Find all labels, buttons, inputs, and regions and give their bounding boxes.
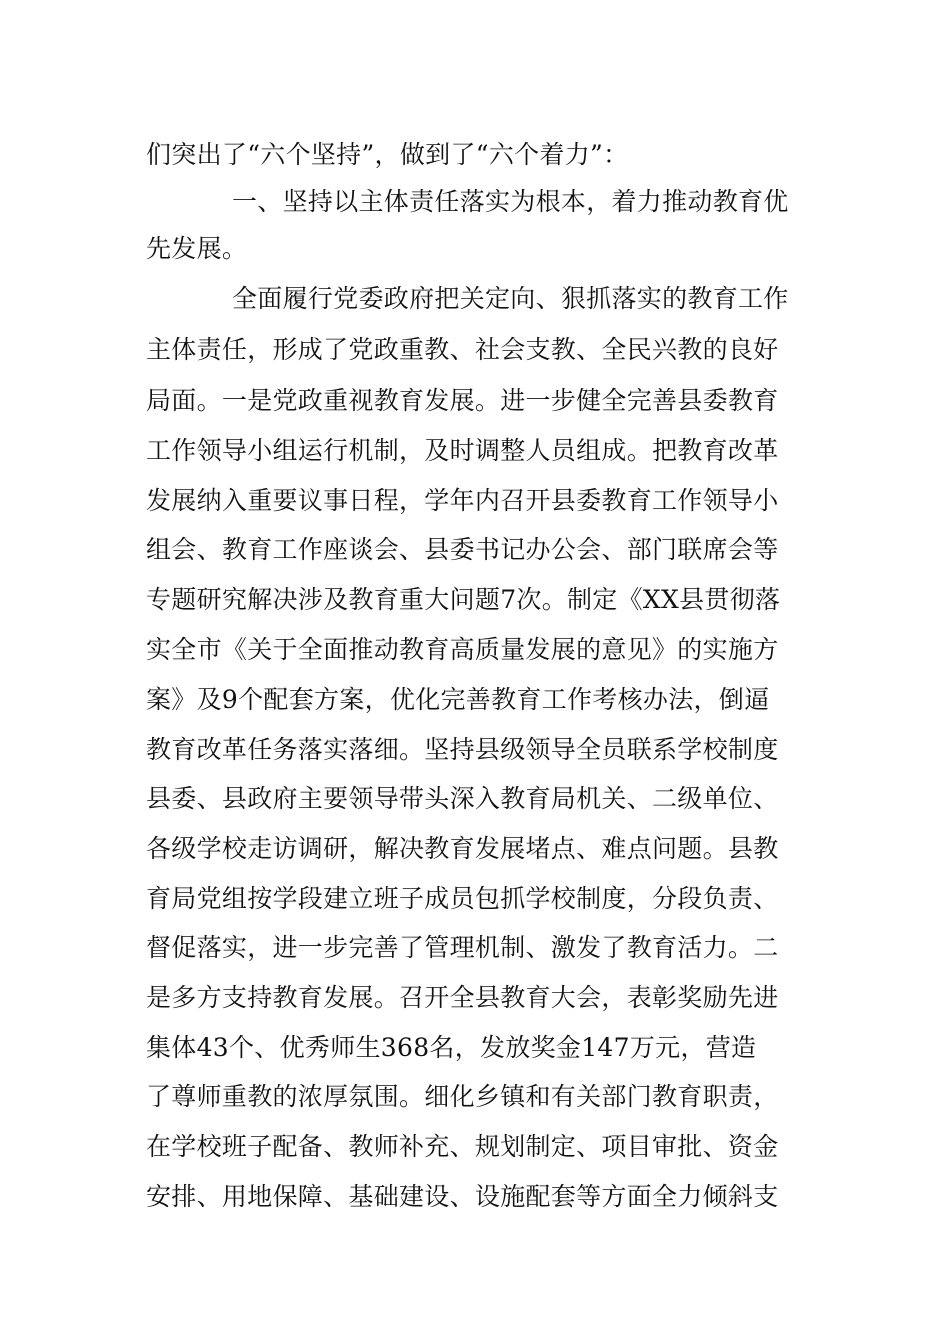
text-line: 各级学校走访调研，解决教育发展堵点、难点问题。县教 <box>146 834 779 863</box>
text-line: 教育改革任务落实落细。坚持县级领导全员联系学校制度 <box>146 735 779 764</box>
text-line: 专题研究解决涉及教育重大问题7次。制定《XX县贯彻落 <box>146 585 781 614</box>
text-line: 主体责任，形成了党政重教、社会支教、全民兴教的良好 <box>146 335 779 364</box>
text-line: 局面。一是党政重视教育发展。进一步健全完善县委教育 <box>146 386 779 415</box>
text-line: 工作领导小组运行机制，及时调整人员组成。把教育改革 <box>146 436 779 465</box>
text-line: 育局党组按学段建立班子成员包抓学校制度，分段负责、 <box>146 884 779 913</box>
text-line: 县委、县政府主要领导带头深入教育局机关、二级单位、 <box>146 784 779 813</box>
text-line: 了尊师重教的浓厚氛围。细化乡镇和有关部门教育职责， <box>146 1082 779 1111</box>
text-line: 们突出了“六个坚持”，做到了“六个着力”： <box>146 140 629 169</box>
text-line: 组会、教育工作座谈会、县委书记办公会、部门联席会等 <box>146 535 779 564</box>
text-line: 在学校班子配备、教师补充、规划制定、项目审批、资金 <box>146 1132 779 1161</box>
text-line: 案》及9个配套方案，优化完善教育工作考核办法，倒逼 <box>146 685 770 714</box>
section-heading-line: 一、坚持以主体责任落实为根本，着力推动教育优 <box>232 187 789 216</box>
text-line: 集体43个、优秀师生368名，发放奖金147万元，营造 <box>146 1033 757 1062</box>
text-line: 发展纳入重要议事日程，学年内召开县委教育工作领导小 <box>146 486 779 515</box>
text-line: 实全市《关于全面推动教育高质量发展的意见》的实施方 <box>146 635 779 664</box>
paragraph-first-line: 全面履行党委政府把关定向、狠抓落实的教育工作 <box>232 284 789 313</box>
text-line: 是多方支持教育发展。召开全县教育大会，表彰奖励先进 <box>146 983 779 1012</box>
section-heading-line: 先发展。 <box>146 234 248 263</box>
text-line: 安排、用地保障、基础建设、设施配套等方面全力倾斜支 <box>146 1182 779 1211</box>
text-line: 督促落实，进一步完善了管理机制、激发了教育活力。二 <box>146 933 779 962</box>
